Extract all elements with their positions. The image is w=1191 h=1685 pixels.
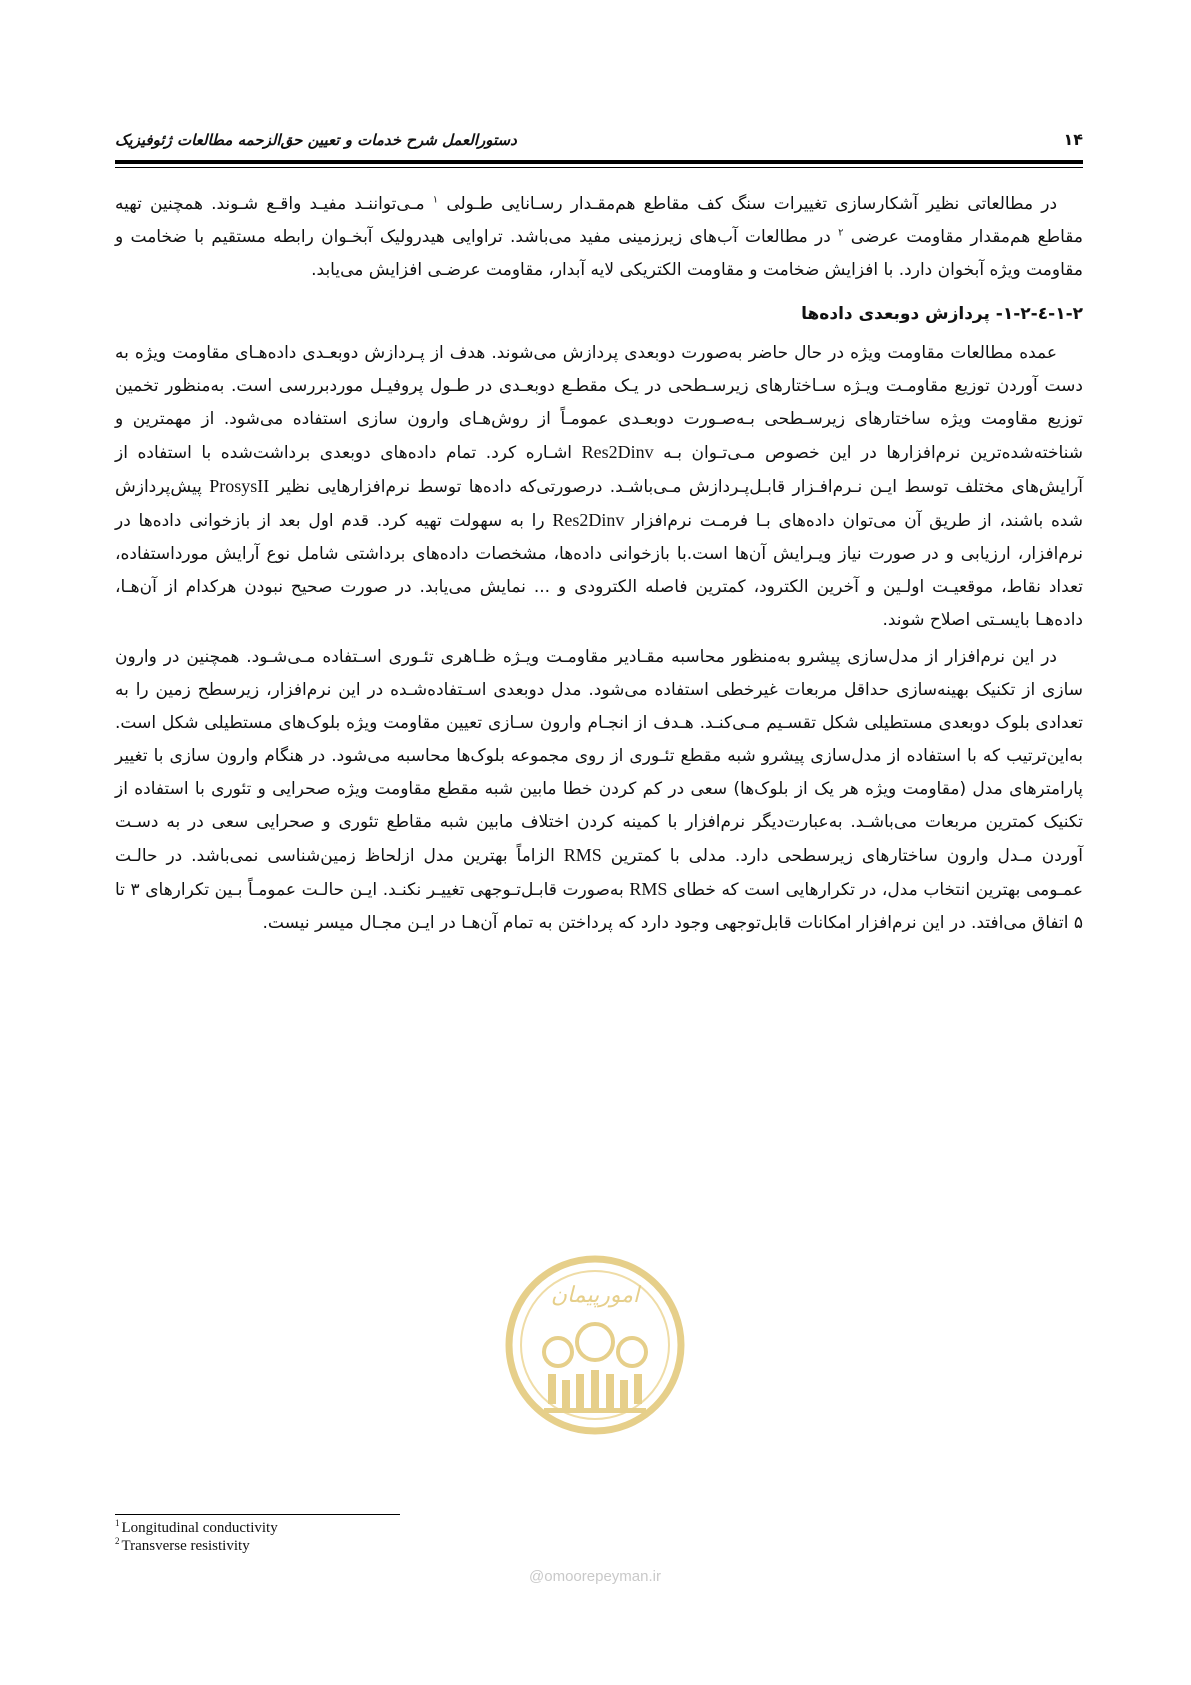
header-rule-thin xyxy=(115,167,1083,168)
paragraph-1-part-2: مـی‌تواننـد مفیـد واقـع شـوند. همچنین تهیه مقاطع هم‌مقدار مقاومت عرضی xyxy=(115,194,1083,247)
software-name-prosysii: ProsysII xyxy=(209,476,270,496)
footnote-2-text: Transverse resistivity xyxy=(121,1538,250,1554)
footnote-1-text: Longitudinal conductivity xyxy=(121,1520,278,1536)
paragraph-1 xyxy=(115,188,1083,287)
footnote-ref-2[interactable]: ۲ xyxy=(838,227,844,239)
page-header xyxy=(115,130,1083,154)
watermark-logo xyxy=(500,1240,690,1450)
paragraph-2-part-3: پیش‌پردازش شده باشند، از طریق آن می‌توان داده‌های بـا فرمـت نرم‌افزار xyxy=(115,477,1084,531)
paragraph-2 xyxy=(115,337,1083,637)
rms-term-2: RMS xyxy=(629,879,668,899)
header-rule-thick xyxy=(115,160,1083,164)
paragraph-2-part-1: عمده مطالعات مقاومت ویژه در حال حاضر به‌صورت دوبعدی پردازش می‌شوند. هدف از پـردازش دوبعـدی داده‌هـای مقاومت ویژه به دست آوردن توزیع مقاومـت ویـژه سـاختارهای زیرسـطحی در یـک مقطـع دوبعـدی در طـول پروفیـل موردبررسی است. به‌منظور تخمین توزیع مقاومت ویژه ساختارهای زیرسـطحی بـه‌صـورت دوبعـدی عمومـاً از روش‌هـای وارون سازی استفاده می‌شود. از مهمترین و شناخته‌شده‌ترین نرم‌افزارها در این خصوص مـی‌تـوان بـه xyxy=(115,343,1084,463)
section-heading: ۱-۲-٤-۱-۲- پردازش دوبعدی داده‌ها xyxy=(801,304,1083,324)
body-text xyxy=(115,188,1083,940)
footnote-separator xyxy=(115,1514,400,1515)
paragraph-3 xyxy=(115,641,1083,940)
footnote-ref-1[interactable]: ۱ xyxy=(432,194,439,206)
footnote-2-number: 2 xyxy=(115,1536,120,1546)
footnote-1 xyxy=(115,1519,278,1537)
footnote-2 xyxy=(115,1537,278,1555)
software-name-res2dinv-2: Res2Dinv xyxy=(552,510,625,530)
paragraph-3-part-2: الزاماً بهترین مدل ازلحاظ زمین‌شناسی نمی‌باشد. در حالـت عمـومی بهترین انتخاب مدل، در تکرارهایی است که خطای xyxy=(115,846,1083,900)
software-name-res2dinv: Res2Dinv xyxy=(581,442,654,462)
page-number: ۱۴ xyxy=(1063,130,1083,149)
paragraph-2-part-4: را به سهولت تهیه کرد. قدم اول بعد از بازخوانی داده‌ها در نرم‌افزار، ارزیابی و در صورت نیاز ویـرایش آن‌ها است.با بازخوانی داده‌ها، مشخصات داده‌های برداشتی شامل نوع آرایش مورداستفاده، تعداد نقاط، موقعیـت اولـین و آخرین الکترود، کمترین فاصله الکترودی و ... نمایش می‌یابد. در صورت صحیح نبودن هرکدام از آن‌هـا، داده‌هـا بایسـتی اصلاح شوند. xyxy=(115,511,1083,630)
watermark-logo-text: امورپیمان xyxy=(550,1283,640,1308)
paragraph-3-part-3: به‌صورت قابـل‌تـوجهی تغییـر نکنـد. ایـن حالـت عمومـاً بـین تکرارهای ۳ تا ۵ اتفاق می‌افتد. در این نرم‌افزار امکانات قابل‌توجهی وجود دارد که پرداختن به تمام آن‌هـا در ایـن مجـال میسر نیست. xyxy=(115,880,1083,933)
paragraph-1-part-3: در مطالعات آب‌های زیرزمینی مفید می‌باشد. تراوایی هیدرولیک آبخـوان رابطه مستقیم با ضخامت و مقاومت ویژه آبخوان دارد. با افزایش ضخامت و مقاومت الکتریکی لایه آبدار، مقاومت عرضـی افزایش می‌یابد. xyxy=(115,227,1083,280)
watermark-url: @omoorepeyman.ir xyxy=(529,1568,661,1585)
footnotes xyxy=(115,1519,278,1555)
footnote-1-number: 1 xyxy=(115,1518,120,1528)
paragraph-1-part-1: در مطالعاتی نظیر آشکارسازی تغییرات سنگ کف مقاطع هم‌مقـدار رسـانایی طـولی xyxy=(446,194,1058,214)
running-title: دستورالعمل شرح خدمات و تعیین حق‌الزحمه مطالعات ژئوفیزیک xyxy=(115,131,517,149)
rms-term-1: RMS xyxy=(563,845,602,865)
paragraph-2-part-2: اشـاره کرد. تمام داده‌های دوبعدی برداشت‌شده با استفاده از آرایش‌های مختلف توسط ایـن نـرم‌افـزار قابـل‌پـردازش مـی‌باشـد. درصورتی‌که داده‌ها توسط نرم‌افزارهایی نظیر xyxy=(115,443,1083,497)
paragraph-3-part-1: در این نرم‌افزار از مدل‌سازی پیشرو به‌منظور محاسبه مقـادیر مقاومـت ویـژه ظـاهری تئـوری اسـتفاده مـی‌شـود. همچنین در وارون سازی از تکنیک بهینه‌سازی حداقل مربعات غیرخطی استفاده می‌شود. مدل دوبعدی اسـتفاده‌شـده در این نرم‌افزار، زیرسطح زمین را به تعدادی بلوک دوبعدی مستطیلی شکل تقسـیم مـی‌کنـد. هـدف از انجـام وارون سـازی تعیین مقاومت ویژه بلوک‌های مستطیلی شکل است. به‌این‌ترتیب که با استفاده از مدل‌سازی پیشرو شبه مقطع تئـوری از روی مجموعه بلوک‌ها محاسبه می‌شود. در هنگام وارون سازی با تغییر پارامترهای مدل (مقاومت ویژه هر یک از بلوک‌ها) سعی در کم کردن خطا مابین شبه مقطع مقاومت ویژه صحرایی و تئوری با استفاده از تکنیک کمترین مربعات می‌باشـد. به‌عبارت‌دیگر نرم‌افزار با کمینه کردن اختلاف مابین شبه مقاطع تئوری و صحرایی سعی در به دسـت آوردن مـدل وارون ساختارهای زیرسطحی دارد. مدلی با کمترین xyxy=(115,647,1084,866)
